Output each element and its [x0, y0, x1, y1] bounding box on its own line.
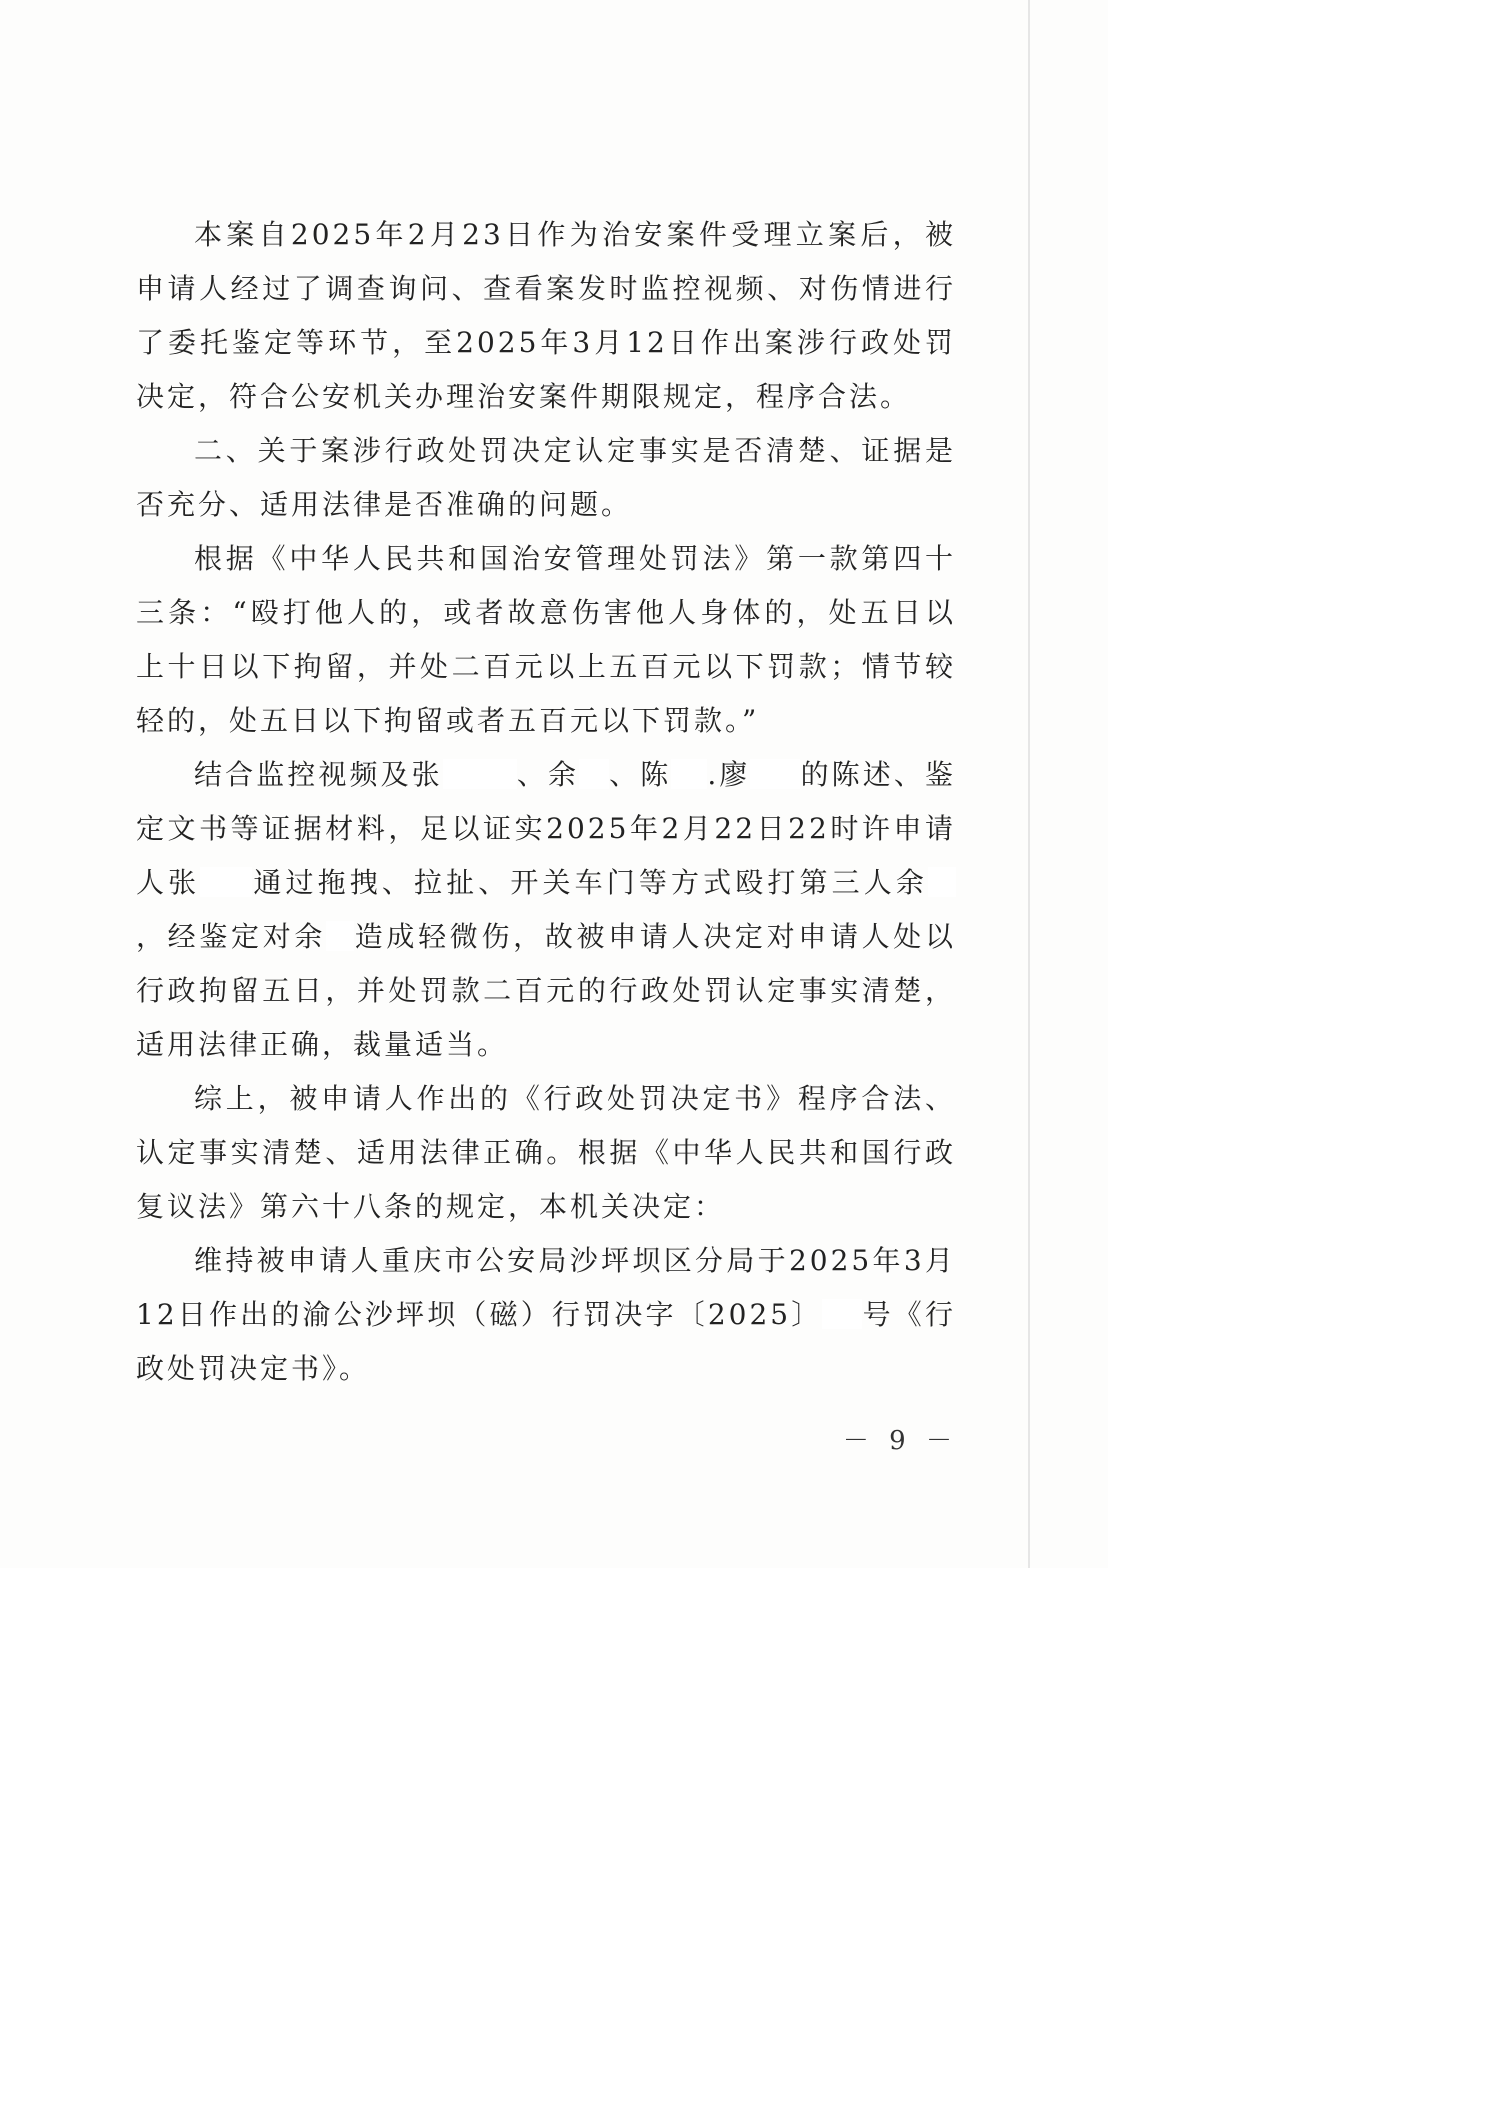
paragraph-section-two-heading: 二、关于案涉行政处罚决定认定事实是否清楚、证据是否充分、适用法律是否准确的问题。	[136, 434, 956, 521]
page-number: － 9 －	[842, 1426, 958, 1456]
redacted-name-mask	[928, 867, 956, 897]
facts-part-8: 造成轻微伤，故被申请人决定对申请人处以行政拘留五日，并处罚款二百元的行政处罚认定事实清楚，适用法律正确，裁量适当。	[136, 920, 956, 1061]
paragraph-conclusion: 综上，被申请人作出的《行政处罚决定书》程序合法、认定事实清楚、适用法律正确。根据《中华人民共和国行政复议法》第六十八条的规定，本机关决定：	[136, 1082, 956, 1223]
facts-part-1: 结合监控视频及张	[194, 758, 443, 791]
facts-part-7: ，经鉴定对余	[136, 920, 327, 953]
paragraph-legal-basis: 根据《中华人民共和国治安管理处罚法》第一款第四十三条：“殴打他人的，或者故意伤害他人身体的，处五日以上十日以下拘留，并处二百元以上五百元以下罚款；情节较轻的，处五日以下拘留或者五百元以下罚款。”	[136, 542, 956, 737]
redacted-name-mask	[200, 867, 252, 897]
facts-part-5: 的陈述、鉴定文书等证据材料，足以证实2025年2月22日22时许申请人张	[136, 758, 956, 899]
redacted-number-mask	[822, 1299, 862, 1329]
redacted-name-mask	[671, 759, 707, 789]
decision-part-2: 号《行政处罚决定书》。	[136, 1298, 956, 1385]
facts-part-2: 、余	[516, 758, 580, 791]
document-body	[136, 208, 956, 1396]
decision-part-1: 维持被申请人重庆市公安局沙坪坝区分局于2025年3月12日作出的渝公沙坪坝（磁）行罚决字〔2025〕	[136, 1244, 956, 1331]
paragraph-procedure: 本案自2025年2月23日作为治安案件受理立案后，被申请人经过了调查询问、查看案发时监控视频、对伤情进行了委托鉴定等环节，至2025年3月12日作出案涉行政处罚决定，符合公安机关办理治安案件期限规定，程序合法。	[136, 218, 956, 413]
facts-part-4: .廖	[707, 758, 751, 791]
redacted-name-mask	[326, 921, 354, 951]
paragraph-decision	[136, 1234, 956, 1396]
paragraph-facts	[136, 748, 956, 1072]
redacted-name-mask	[579, 759, 609, 789]
redacted-name-mask	[443, 759, 517, 789]
facts-part-3: 、陈	[609, 758, 672, 791]
scan-edge-shadow	[1028, 0, 1030, 1568]
redacted-name-mask	[750, 759, 800, 789]
facts-part-6: 通过拖拽、拉扯、开关车门等方式殴打第三人余	[252, 866, 928, 899]
